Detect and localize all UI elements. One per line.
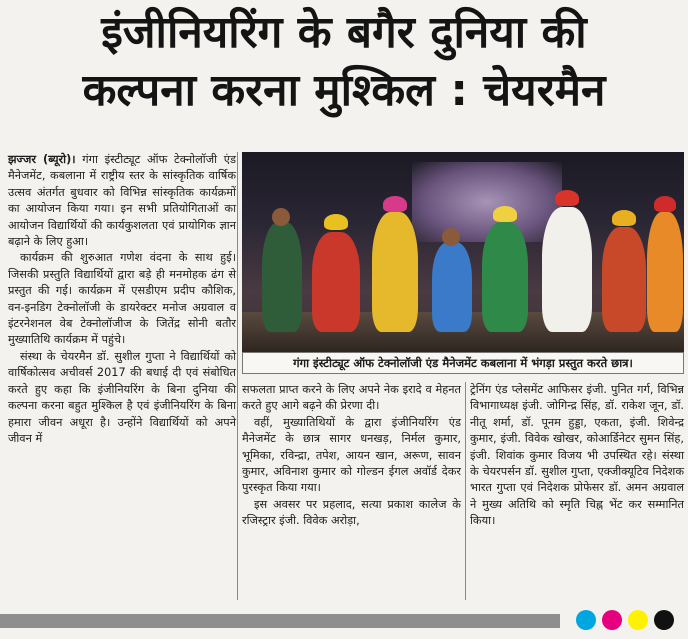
dancer-figure	[262, 222, 302, 332]
dancer-head	[272, 208, 290, 226]
cyan-registration-dot	[576, 610, 596, 630]
dancer-figure	[312, 232, 360, 332]
article-column-1	[8, 152, 236, 447]
headline-line-2: कल्पना करना मुश्किल : चेयरमैन	[82, 65, 606, 116]
dancer-figure	[482, 222, 528, 332]
stage-backdrop	[412, 162, 562, 242]
yellow-registration-dot	[628, 610, 648, 630]
column-divider	[465, 382, 466, 600]
paragraph: संस्था के चेयरमैन डॉ. सुशील गुप्ता ने विद्यार्थियों को वार्षिकोत्सव अचीवर्स 2017 की बधाई दी एवं संबोधित करते हुए कहा कि इंजीनियरिंग के बिना दुनिया की कल्पना करना बहुत मुश्किल है एवं इंजीनियरिंग के बिना हमारा जीवन अधूरा है। उन्होंने विद्यार्थियों को अपने जीवन में	[8, 349, 236, 445]
paragraph	[8, 152, 236, 250]
paragraph-text: गंगा इंस्टीट्यूट ऑफ टेक्नोलॉजी एंड मैनेजमेंट, कबलाना में राष्ट्रीय स्तर के सांस्कृतिक वार्षिक उत्सव अंतर्गत बुधवार को विभिन्न सांस्कृतिक कार्यक्रमों का आयोजन किया गया। इन सभी प्रतियोगिताओं का आयोजन विद्यार्थियों की कार्यकुशलता एवं प्रायोगिक ज्ञान बढ़ाने के लिए हुआ।	[8, 153, 236, 249]
paragraph: ट्रेनिंग एंड प्लेसमेंट आफिसर इंजी. पुनित गर्ग, विभिन्न विभागाध्यक्ष इंजी. जोगिन्द्र सिंह, डॉ. राकेश जून, डॉ. नीतू शर्मा, डॉ. पूनम हुड्डा, एकता, इंजी. शिवेन्द्र कुमार, इंजी. विवेक खोखर, कोआर्डिनेटर सुमन सिंह, इंजी. शिवांक कुमार विजय भी उपस्थित रहे। संस्था के चेयरपर्सन डॉ. सुशील गुप्ता, एक्जीक्यूटिव निदेशक भारत गुप्ता एवं निदेशक प्रोफेसर डॉ. अमन अग्रवाल ने मुख्य अतिथि को स्मृति चिह्न भेंट कर सम्मानित किया।	[470, 383, 684, 528]
photo-caption: गंगा इंस्टीट्यूट ऑफ टेक्नोलॉजी एंड मैनेजमेंट कबलाना में भंगड़ा प्रस्तुत करते छात्र।	[242, 352, 684, 374]
dateline: झज्जर (ब्यूरो)।	[8, 153, 76, 166]
article-column-2	[242, 382, 461, 530]
dancer-figure	[602, 227, 646, 332]
dancer-figure	[432, 242, 472, 332]
headline-line-1: इंजीनियरिंग के बगैर दुनिया की	[101, 7, 587, 58]
article-column-3	[470, 382, 684, 530]
dancer-turban	[324, 214, 348, 230]
dancer-turban	[383, 196, 407, 212]
paragraph: सफलता प्राप्त करने के लिए अपने नेक इरादे व मेहनत करते हुए आगे बढ़ने की प्रेरणा दी।	[242, 383, 461, 413]
dancer-turban	[654, 196, 676, 212]
dancer-figure	[372, 212, 418, 332]
dancer-turban	[493, 206, 517, 222]
dancer-head	[442, 228, 460, 246]
bhangra-photo	[242, 152, 684, 352]
paragraph: कार्यक्रम की शुरुआत गणेश वंदना के साथ हुई। जिसकी प्रस्तुति विद्यार्थियों द्वारा बड़े ही मनमोहक ढंग से प्रस्तुत की गई। कार्यक्रम में एसडीएम प्रदीप कौशिक, वन-इनडिग टेक्नोलॉजी के डायरेक्टर मनोज अग्रवाल व इंटरनेशनल वेब टेक्नोलॉजीज के जितेंद्र सोनी बतौर मुख्यातिथि कार्यक्रम में पहुंचे।	[8, 251, 236, 347]
paragraph: वहीं, मुख्यातिथियों के द्वारा इंजीनियरिंग एंड मैनेजमेंट के छात्र सागर धनखड़, निर्मल कुमार, भूमिका, रविन्द्रा, तपेश, आयन खान, अरूण, सावन कुमार, अविनाश कुमार को गोल्डन ईगल अवॉर्ड देकर पुरस्कृत किया गया।	[242, 415, 461, 495]
print-registration-bar	[0, 614, 560, 628]
dancer-figure	[647, 212, 683, 332]
paragraph: इस अवसर पर प्रहलाद, सत्या प्रकाश कालेज के रजिस्ट्रार इंजी. विवेक अरोड़ा,	[242, 497, 461, 528]
dancer-turban	[555, 190, 579, 206]
headline	[0, 4, 688, 120]
black-registration-dot	[654, 610, 674, 630]
dancer-turban	[612, 210, 636, 226]
magenta-registration-dot	[602, 610, 622, 630]
column-divider	[237, 152, 238, 600]
dancer-figure	[542, 207, 592, 332]
